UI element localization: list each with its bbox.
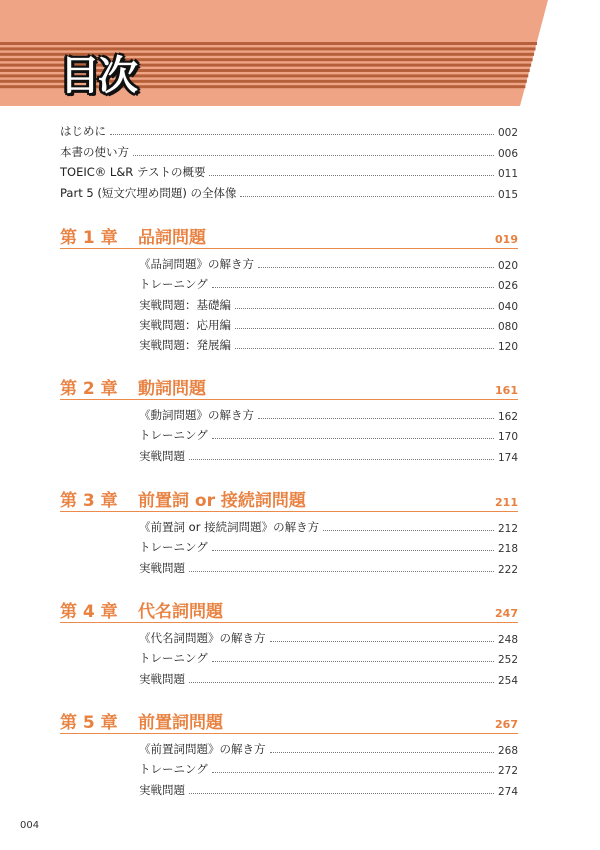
entry-label: 実戦問題	[139, 448, 185, 463]
entry-page: 002	[497, 127, 518, 139]
entry-page: 254	[497, 674, 518, 687]
entry-page: 006	[497, 148, 518, 160]
chapter-page: 019	[495, 233, 518, 246]
chapter-heading[interactable]	[60, 600, 518, 623]
entry-page: 170	[497, 431, 518, 444]
chapter-heading[interactable]	[60, 711, 518, 734]
dot-leader	[270, 641, 494, 642]
toc-subentry[interactable]	[139, 427, 518, 443]
entry-label: 実戦問題：発展編	[139, 338, 231, 353]
page-number: 004	[20, 820, 40, 831]
entry-page: 174	[497, 451, 518, 464]
entry-page: 020	[497, 260, 518, 272]
chapter-number: 第 4 章	[60, 602, 118, 622]
entry-label: TOEIC® L&R テストの概要	[60, 165, 206, 179]
entry-page: 252	[497, 654, 518, 667]
toc-entry[interactable]	[60, 144, 518, 160]
toc-subentry[interactable]	[139, 539, 518, 555]
entry-page: 040	[497, 300, 518, 313]
chapter-title: 前置詞 or 接続詞問題	[138, 491, 306, 511]
dot-leader	[189, 459, 494, 460]
dot-leader	[270, 752, 494, 753]
chapter-number: 第 2 章	[60, 379, 118, 399]
chapter-heading[interactable]	[60, 489, 518, 512]
entry-page: 026	[497, 280, 518, 293]
entry-label: 《代名詞問題》の解き方	[139, 631, 266, 645]
toc-subentry[interactable]	[139, 276, 518, 292]
entry-label: 実戦問題：応用編	[139, 317, 231, 332]
toc-subentry[interactable]	[139, 560, 518, 576]
entry-page: 011	[497, 168, 518, 180]
toc-subentry[interactable]	[139, 519, 518, 535]
entry-label: はじめに	[60, 124, 106, 138]
chapter-page: 161	[495, 384, 518, 397]
dot-leader	[258, 267, 494, 268]
chapter-page: 211	[495, 496, 518, 509]
entry-page: 248	[497, 634, 518, 646]
chapter-number: 第 5 章	[60, 713, 118, 733]
entry-page: 080	[497, 320, 518, 333]
dot-leader	[133, 155, 494, 156]
chapter-page: 267	[495, 718, 518, 731]
entry-label: 《前置詞 or 接続詞問題》の解き方	[139, 520, 320, 534]
entry-page: 222	[497, 563, 518, 576]
entry-label: 《動詞問題》の解き方	[139, 408, 254, 422]
dot-leader	[212, 287, 494, 288]
dot-leader	[235, 328, 494, 329]
toc-subentry[interactable]	[139, 741, 518, 757]
toc-entry[interactable]	[60, 185, 518, 201]
dot-leader	[212, 772, 494, 773]
entry-label: 本書の使い方	[60, 145, 129, 159]
toc-subentry[interactable]	[139, 337, 518, 353]
toc-subentry[interactable]	[139, 630, 518, 646]
entry-label: Part 5 (短文穴埋め問題) の全体像	[60, 186, 237, 200]
entry-page: 015	[497, 189, 518, 201]
dot-leader	[235, 348, 494, 349]
entry-label: トレーニング	[139, 540, 208, 555]
dot-leader	[189, 682, 494, 683]
dot-leader	[212, 438, 494, 439]
dot-leader	[212, 550, 494, 551]
chapter-number: 第 3 章	[60, 491, 118, 511]
toc-subentry[interactable]	[139, 317, 518, 333]
entry-page: 268	[497, 745, 518, 757]
entry-label: トレーニング	[139, 277, 208, 292]
dot-leader	[235, 308, 494, 309]
toc-subentry[interactable]	[139, 448, 518, 464]
entry-page: 212	[497, 523, 518, 535]
entry-label: 実戦問題	[139, 782, 185, 797]
dot-leader	[189, 793, 494, 794]
dot-leader	[323, 530, 494, 531]
chapter-title: 前置詞問題	[138, 713, 223, 733]
entry-page: 274	[497, 785, 518, 798]
chapter-title: 品詞問題	[138, 228, 206, 248]
entry-label: 実戦問題	[139, 560, 185, 575]
chapter-heading[interactable]	[60, 377, 518, 400]
chapter-title: 動詞問題	[138, 379, 206, 399]
toc-subentry[interactable]	[139, 297, 518, 313]
entry-label: トレーニング	[139, 651, 208, 666]
dot-leader	[258, 418, 494, 419]
dot-leader	[240, 196, 493, 197]
dot-leader	[110, 134, 494, 135]
entry-label: 実戦問題：基礎編	[139, 297, 231, 312]
entry-label: 《前置詞問題》の解き方	[139, 742, 266, 756]
entry-page: 162	[497, 411, 518, 423]
dot-leader	[209, 175, 493, 176]
entry-label: 実戦問題	[139, 671, 185, 686]
toc-subentry[interactable]	[139, 671, 518, 687]
chapter-page: 247	[495, 607, 518, 620]
toc-subentry[interactable]	[139, 650, 518, 666]
dot-leader	[212, 661, 494, 662]
entry-page: 218	[497, 543, 518, 556]
toc-entry[interactable]	[60, 164, 518, 180]
page-title: 目次	[60, 53, 136, 99]
toc-subentry[interactable]	[139, 761, 518, 777]
toc-subentry[interactable]	[139, 407, 518, 423]
chapter-heading[interactable]	[60, 226, 518, 249]
dot-leader	[189, 571, 494, 572]
toc-subentry[interactable]	[139, 782, 518, 798]
chapter-number: 第 1 章	[60, 228, 118, 248]
chapter-title: 代名詞問題	[138, 602, 223, 622]
entry-label: トレーニング	[139, 762, 208, 777]
entry-page: 272	[497, 765, 518, 778]
entry-label: トレーニング	[139, 428, 208, 443]
entry-page: 120	[497, 341, 518, 354]
toc-entry[interactable]	[60, 123, 518, 139]
toc-subentry[interactable]	[139, 256, 518, 272]
entry-label: 《品詞問題》の解き方	[139, 257, 254, 271]
